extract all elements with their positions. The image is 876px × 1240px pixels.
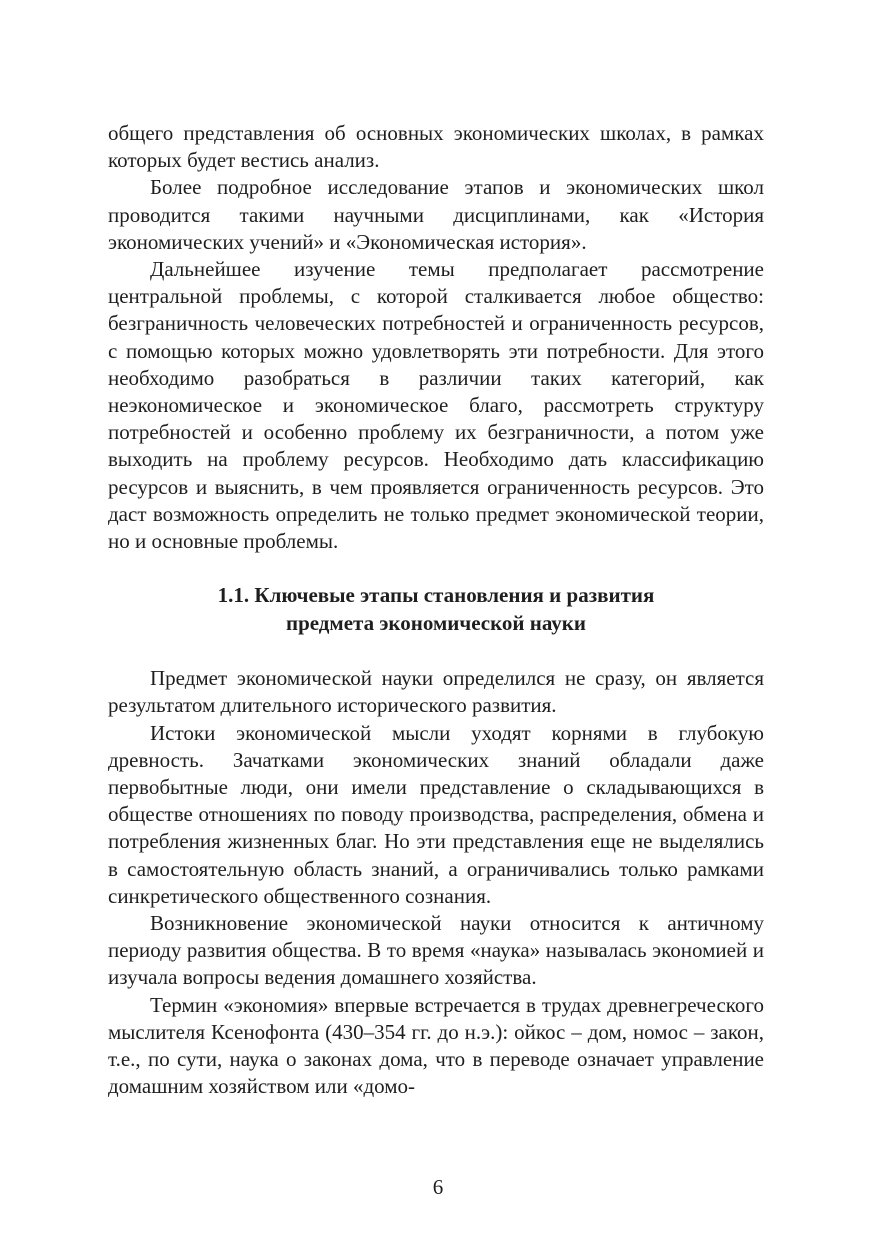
page-number: 6 [432, 1175, 444, 1199]
section-heading [108, 582, 764, 637]
paragraph-subject-origin: Предмет экономической науки определился не сразу, он является результатом длительного исторического развития. [108, 666, 764, 718]
section-heading-line-1: 1.1. Ключевые этапы становления и развития [217, 583, 655, 608]
paragraph-history-disciplines: Более подробное исследование этапов и экономических школ проводится такими научными дисциплинами, как «История экономических учений» и «Экономическая история». [108, 175, 764, 254]
section-heading-line-2: предмета экономической науки [285, 610, 587, 635]
paragraph-term-economy: Термин «экономия» впервые встречается в трудах древнегреческого мыслителя Ксенофонта (430–354 гг. до н.э.): ойкос – дом, номос – закон, т.е., по сути, наука о законах дома, что в переводе означает управление домашним хозяйством или «домо- [108, 992, 764, 1099]
paragraph-economic-thought-roots: Истоки экономической мысли уходят корнями в глубокую древность. Зачатками экономических знаний обладали даже первобытные люди, они имели представление о складывающихся в обществе отношениях по поводу производства, распределения, обмена и потребления жизненных благ. Но эти представления еще не выделялись в самостоятельную область знаний, а ограничивались только рамками синкретического общественного сознания. [108, 720, 764, 908]
paragraph-antiquity: Возникновение экономической науки относится к античному периоду развития общества. В то время «наука» называлась экономией и изучала вопросы ведения домашнего хозяйства. [108, 911, 764, 990]
paragraph-continuation: общего представления об основных экономических школах, в рамках которых будет вестись анализ. [108, 121, 764, 173]
paragraph-central-problem: Дальнейшее изучение темы предполагает рассмотрение центральной проблемы, с которой сталкивается любое общество: безграничность человеческих потребностей и ограниченность ресурсов, с помощью которых можно удовлетворять эти потребности. Для этого необходимо разобраться в различии таких категорий, как неэкономическое и экономическое благо, рассмотреть структуру потребностей и особенно проблему их безграничности, а потом уже выходить на проблему ресурсов. Необходимо дать классификацию ресурсов и выяснить, в чем проявляется ограниченность ресурсов. Это даст возможность определить не только предмет экономической теории, но и основные проблемы. [108, 257, 764, 554]
